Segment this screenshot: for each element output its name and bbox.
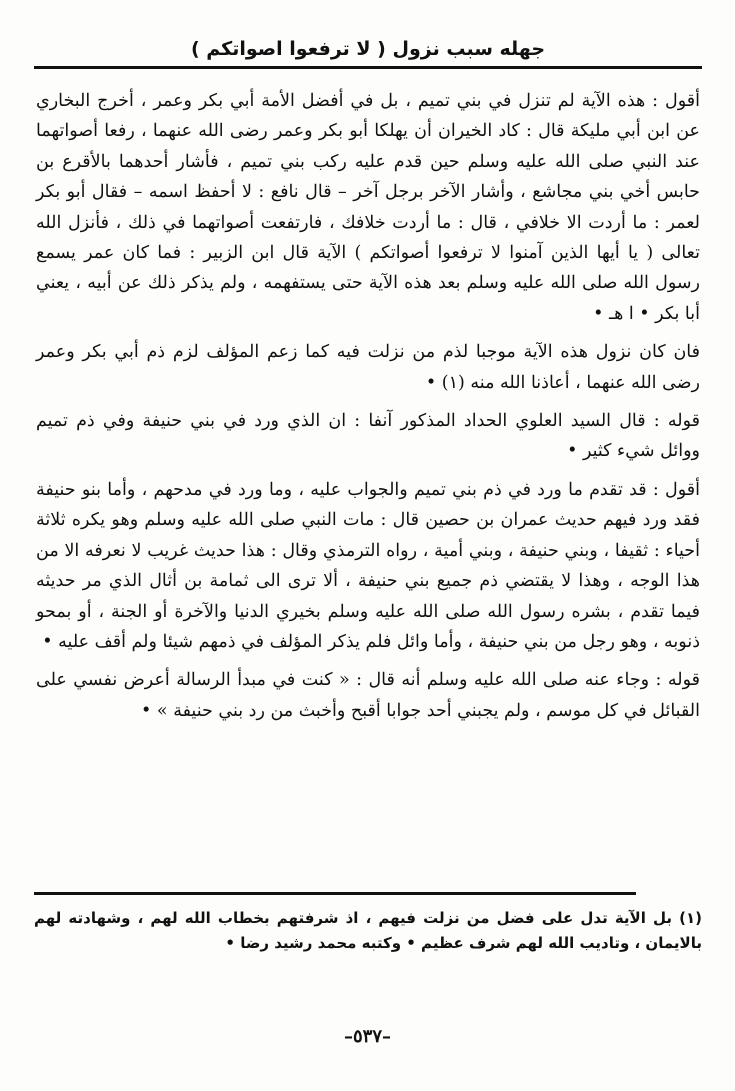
footnote: (١) بل الآية تدل على فضل من نزلت فيهم ، اذ شرفتهم بخطاب الله لهم ، وشهادته لهم بالايمان ، وتاديب الله لهم شرف عظيم • وكتبه محمد رشيد رضا • — [34, 909, 702, 952]
page-number-text: –٥٣٧– — [343, 1026, 391, 1047]
paragraph: قوله : وجاء عنه صلى الله عليه وسلم أنه قال : « كنت في مبدأ الرسالة أعرض نفسي على القبائل في كل موسم ، ولم يجبني أحد جوابا أقبح وأخبث من رد بني حنيفة » • — [36, 670, 700, 721]
main-text — [36, 86, 700, 726]
footnote-divider — [34, 892, 636, 895]
paragraph: قوله : قال السيد العلوي الحداد المذكور آنفا : ان الذي ورد في بني حنيفة وفي ذم تميم ووائل شيء كثير • — [36, 411, 700, 462]
paragraph: أقول : قد تقدم ما ورد في ذم بني تميم والجواب عليه ، وما ورد في مدحهم ، وأما بنو حنيفة فقد ورد فيهم حديث عمران بن حصين قال : مات النبي صلى الله عليه وسلم وهو يكره ثلاثة أحياء : ثقيفا ، وبني حنيفة ، وبني أمية ، رواه الترمذي وقال : هذا حديث غريب لا نعرفه الا من هذا الوجه ، وهذا لا يقتضي ذم جميع بني حنيفة ، ألا ترى الى ثمامة بن أثال الذي مر حديثه فيما تقدم ، بشره رسول الله صلى الله عليه وسلم بخيري الدنيا والآخرة أو الجنة ، أو بمحو ذنوبه ، وهو رجل من بني حنيفة ، وأما وائل فلم يذكر المؤلف في ذمهم شيئا ولم أقف عليه • — [36, 479, 700, 652]
page-header — [34, 32, 702, 69]
page-number — [0, 1026, 735, 1047]
paragraph: فان كان نزول هذه الآية موجبا لذم من نزلت فيه كما زعم المؤلف لزم ذم أبي بكر وعمر رضى الله عنهما ، أعاذنا الله منه (١) • — [36, 342, 700, 393]
running-title: جهله سبب نزول ( لا ترفعوا اصواتكم ) — [190, 38, 546, 60]
paragraph: أقول : هذه الآية لم تنزل في بني تميم ، بل في أفضل الأمة أبي بكر وعمر ، أخرج البخاري عن ابن أبي مليكة قال : كاد الخيران أن يهلكا أبو بكر وعمر رضى الله عنهما ، رفعا أصواتهما عند النبي صلى الله عليه وسلم حين قدم عليه ركب بني تميم ، فأشار أحدهما بالأقرع بن حابس أخي بني مجاشع ، وأشار الآخر برجل آخر – قال نافع : لا أحفظ اسمه – فقال أبو بكر لعمر : ما أردت الا خلافي ، قال : ما أردت خلافك ، فارتفعت أصواتهما في ذلك ، فأنزل الله تعالى ( يا أيها الذين آمنوا لا ترفعوا أصواتكم ) الآية قال ابن الزبير : فما كان عمر يسمع رسول الله صلى الله عليه وسلم بعد هذه الآية حتى يستفهمه ، ولم يذكر ذلك عن أبيه ، يعني أبا بكر • ا هـ • — [36, 91, 700, 324]
